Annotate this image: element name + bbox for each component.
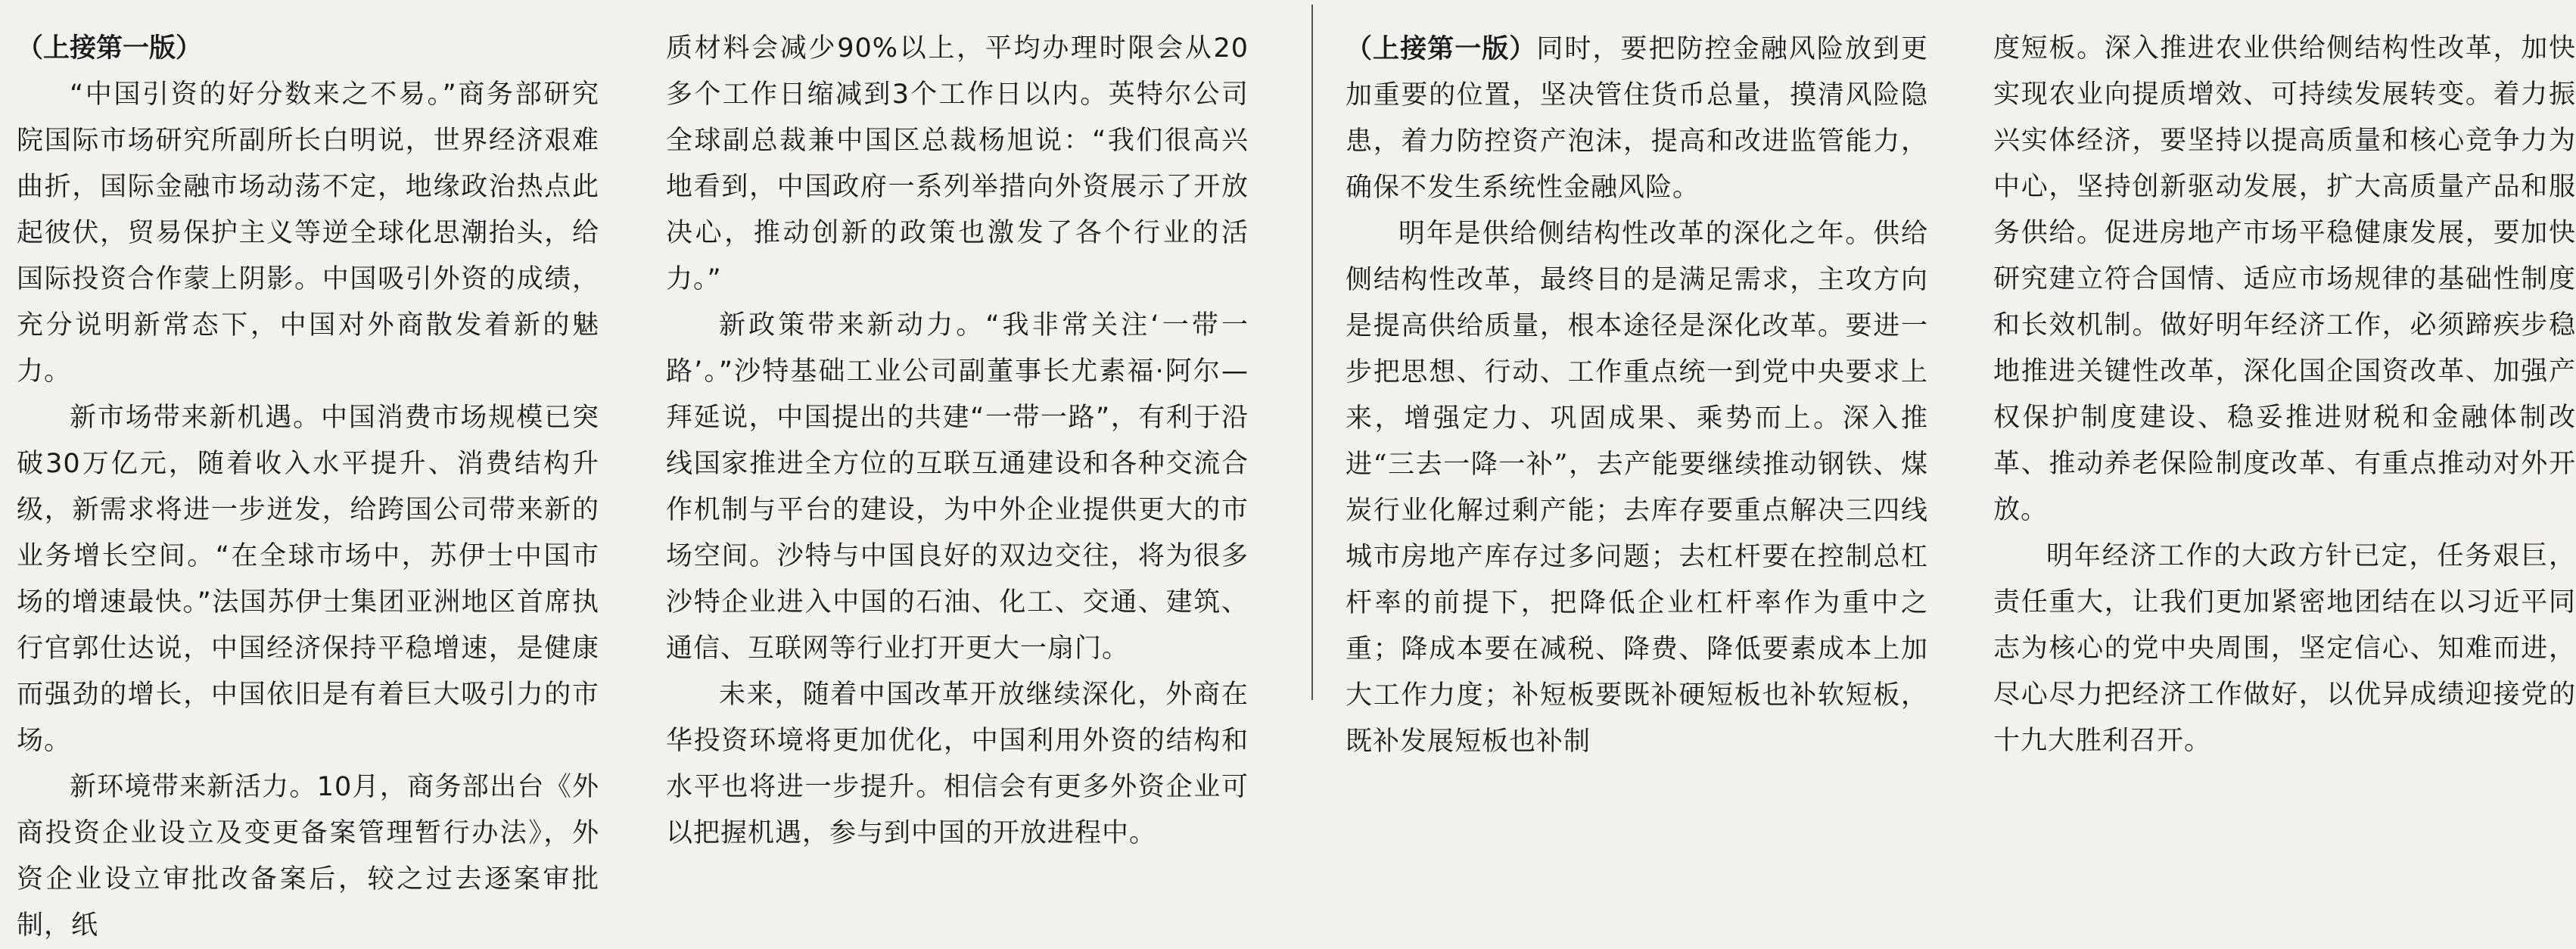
paragraph-continuation (1346, 26, 1928, 211)
article-column-3 (1346, 26, 1928, 765)
article-column-1 (17, 26, 599, 949)
lead-text: 同时，要把防控金融风险放到更加重要的位置，坚决管住货币总量，摸清风险隐患，着力防控资产泡沫，提高和改进监管能力，确保不发生系统性金融风险。 (1346, 34, 1928, 203)
paragraph: “中国引资的好分数来之不易。”商务部研究院国际市场研究所副所长白明说，世界经济艰难曲折，国际金融市场动荡不定，地缘政治热点此起彼伏，贸易保护主义等逆全球化思潮抬头，给国际投资合作蒙上阴影。中国吸引外资的成绩，充分说明新常态下，中国对外商散发着新的魅力。 (17, 79, 599, 387)
article-column-2 (666, 26, 1249, 857)
article-column-4 (1993, 26, 2576, 764)
paragraph-continuation: 度短板。深入推进农业供给侧结构性改革，加快实现农业向提质增效、可持续发展转变。着力振兴实体经济，要坚持以提高质量和核心竞争力为中心，坚持创新驱动发展，扩大高质量产品和服务供给。促进房地产市场平稳健康发展，要加快研究建立符合国情、适应市场规律的基础性制度和长效机制。做好明年经济工作，必须蹄疾步稳地推进关键性改革，深化国企国资改革、加强产权保护制度建设、稳妥推进财税和金融体制改革、推动养老保险制度改革、有重点推动对外开放。 (1993, 33, 2576, 525)
paragraph: 未来，随着中国改革开放继续深化，外商在华投资环境将更加优化，中国利用外资的结构和水平也将进一步提升。相信会有更多外资企业可以把握机遇，参与到中国的开放进程中。 (666, 680, 1249, 848)
paragraph: 明年是供给侧结构性改革的深化之年。供给侧结构性改革，最终目的是满足需求，主攻方向是提高供给质量，根本途径是深化改革。要进一步把思想、行动、工作重点统一到党中央要求上来，增强定力、巩固成果、乘势而上。深入推进“三去一降一补”，去产能要继续推动钢铁、煤炭行业化解过剩产能；去库存要重点解决三四线城市房地产库存过多问题；去杠杆要在控制总杠杆率的前提下，把降低企业杠杆率作为重中之重；降成本要在减税、降费、降低要素成本上加大工作力度；补短板要既补硬短板也补软短板，既补发展短板也补制 (1346, 219, 1928, 757)
continuation-tag-left: （上接第一版） (17, 33, 203, 64)
paragraph: 明年经济工作的大政方针已定，任务艰巨，责任重大，让我们更加紧密地团结在以习近平同志为核心的党中央周围，坚定信心、知难而进，尽心尽力把经济工作做好，以优异成绩迎接党的十九大胜利召开。 (1993, 541, 2576, 756)
paragraph-continuation: 质材料会减少90%以上，平均办理时限会从20多个工作日缩减到3个工作日以内。英特尔公司全球副总裁兼中国区总裁杨旭说：“我们很高兴地看到，中国政府一系列举措向外资展示了开放决心，推动创新的政策也激发了各个行业的活力。” (666, 33, 1249, 294)
paragraph: 新市场带来新机遇。中国消费市场规模已突破30万亿元，随着收入水平提升、消费结构升级，新需求将进一步迸发，给跨国公司带来新的业务增长空间。“在全球市场中，苏伊士中国市场的增速最快。”法国苏伊士集团亚洲地区首席执行官郭仕达说，中国经济保持平稳增速，是健康而强劲的增长，中国依旧是有着巨大吸引力的市场。 (17, 403, 599, 756)
continuation-tag-right: （上接第一版） (1346, 33, 1537, 64)
paragraph: 新环境带来新活力。10月，商务部出台《外商投资企业设立及变更备案管理暂行办法》，外资企业设立审批改备案后，较之过去逐案审批制，纸 (17, 772, 599, 941)
paragraph: 新政策带来新动力。“我非常关注‘一带一路’。”沙特基础工业公司副董事长尤素福·阿尔—拜延说，中国提出的共建“一带一路”，有利于沿线国家推进全方位的互联互通建设和各种交流合作机制与平台的建设，为中外企业提供更大的市场空间。沙特与中国良好的双边交往，将为很多沙特企业进入中国的石油、化工、交通、建筑、通信、互联网等行业打开更大一扇门。 (666, 310, 1249, 664)
column-divider (1311, 5, 1313, 700)
